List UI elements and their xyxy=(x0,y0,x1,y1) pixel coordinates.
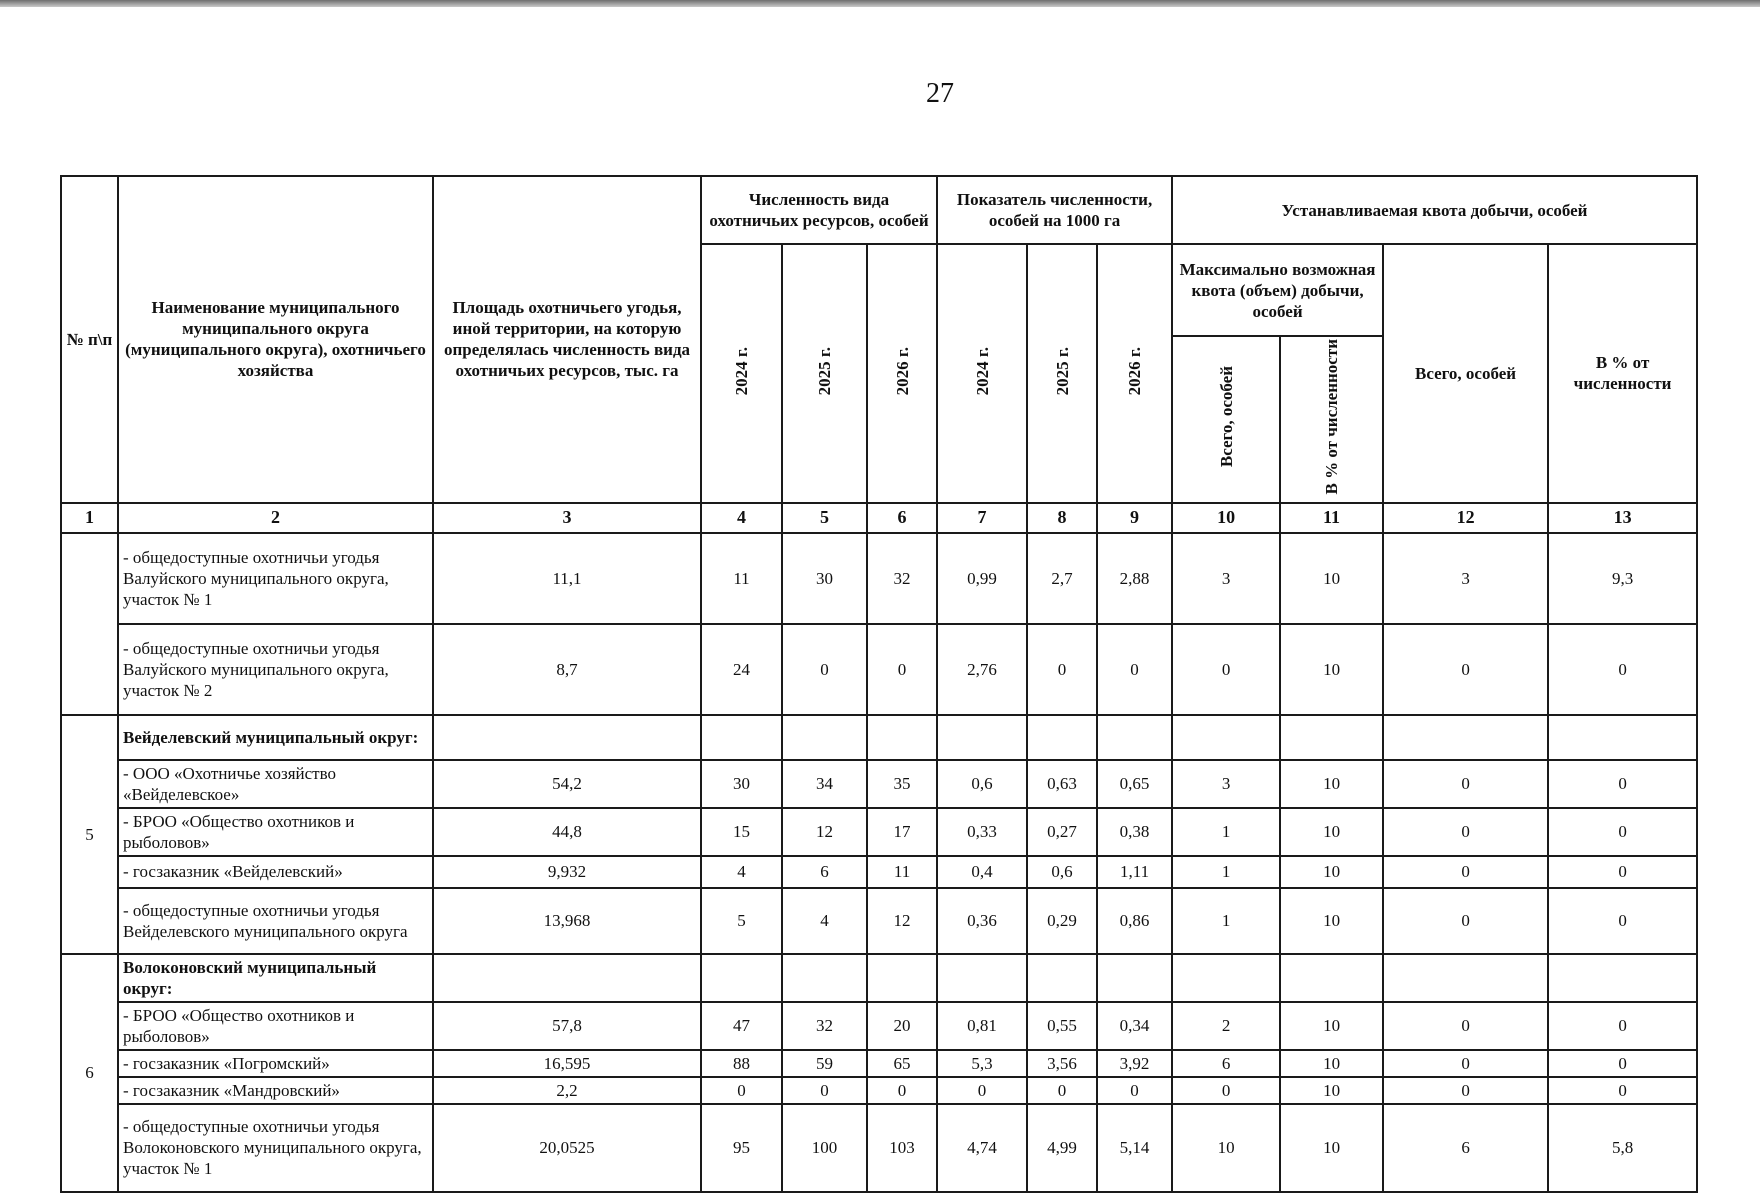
cell-col-4: 88 xyxy=(701,1050,782,1077)
cell-col-4: 5 xyxy=(701,888,782,954)
cell-col-13 xyxy=(1548,954,1697,1002)
cell-col-5: 32 xyxy=(782,1002,867,1050)
cell-col-5: 59 xyxy=(782,1050,867,1077)
cell-col-7: 5,3 xyxy=(937,1050,1027,1077)
header-name: Наименование муниципального муниципального округа (муниципального округа), охотничьего хозяйства xyxy=(118,176,433,503)
cell-col-10: 1 xyxy=(1172,888,1280,954)
cell-col-7 xyxy=(937,715,1027,760)
column-number-7: 7 xyxy=(937,503,1027,533)
row-number: 6 xyxy=(61,954,118,1192)
cell-col-11: 10 xyxy=(1280,1077,1383,1104)
table-row xyxy=(61,888,1697,954)
cell-col-9: 5,14 xyxy=(1097,1104,1172,1192)
cell-col-11: 10 xyxy=(1280,1002,1383,1050)
cell-col-3: 11,1 xyxy=(433,533,701,624)
cell-col-4: 30 xyxy=(701,760,782,808)
cell-col-12: 6 xyxy=(1383,1104,1548,1192)
cell-col-6 xyxy=(867,715,937,760)
cell-col-6: 0 xyxy=(867,1077,937,1104)
cell-col-9: 0,65 xyxy=(1097,760,1172,808)
cell-col-8: 0,29 xyxy=(1027,888,1097,954)
column-number-2: 2 xyxy=(118,503,433,533)
cell-col-5: 12 xyxy=(782,808,867,856)
cell-col-7: 4,74 xyxy=(937,1104,1027,1192)
cell-col-10: 6 xyxy=(1172,1050,1280,1077)
header-max-quota-total: Всего, особей xyxy=(1172,336,1280,503)
cell-col-3: 44,8 xyxy=(433,808,701,856)
cell-col-5: 0 xyxy=(782,1077,867,1104)
cell-col-13: 0 xyxy=(1548,1077,1697,1104)
table-row xyxy=(61,715,1697,760)
cell-col-5: 6 xyxy=(782,856,867,888)
cell-col-12 xyxy=(1383,954,1548,1002)
cell-col-9: 3,92 xyxy=(1097,1050,1172,1077)
header-no: № п\п xyxy=(61,176,118,503)
cell-col-12: 0 xyxy=(1383,760,1548,808)
header-density-2026: 2026 г. xyxy=(1097,244,1172,503)
row-number xyxy=(61,533,118,715)
table-row xyxy=(61,1077,1697,1104)
cell-col-8: 0,6 xyxy=(1027,856,1097,888)
cell-col-9: 0,86 xyxy=(1097,888,1172,954)
cell-col-9: 1,11 xyxy=(1097,856,1172,888)
cell-col-12: 0 xyxy=(1383,1050,1548,1077)
cell-col-4 xyxy=(701,954,782,1002)
cell-col-7: 0 xyxy=(937,1077,1027,1104)
cell-col-5 xyxy=(782,954,867,1002)
hunting-ground-name: - общедоступные охотничьи угодья Волоконовского муниципального округа, участок № 1 xyxy=(118,1104,433,1192)
cell-col-8: 0,27 xyxy=(1027,808,1097,856)
column-numbers-row xyxy=(61,503,1697,533)
cell-col-7 xyxy=(937,954,1027,1002)
cell-col-9 xyxy=(1097,715,1172,760)
row-number: 5 xyxy=(61,715,118,954)
cell-col-6: 65 xyxy=(867,1050,937,1077)
cell-col-4: 0 xyxy=(701,1077,782,1104)
hunting-ground-name: - общедоступные охотничьи угодья Вейделевского муниципального округа xyxy=(118,888,433,954)
cell-col-12: 0 xyxy=(1383,1077,1548,1104)
cell-col-13: 0 xyxy=(1548,1002,1697,1050)
cell-col-13: 0 xyxy=(1548,808,1697,856)
cell-col-11 xyxy=(1280,715,1383,760)
cell-col-11: 10 xyxy=(1280,1104,1383,1192)
cell-col-3: 57,8 xyxy=(433,1002,701,1050)
cell-col-8: 4,99 xyxy=(1027,1104,1097,1192)
top-scan-border xyxy=(0,0,1760,7)
header-quota-percent: В % от численности xyxy=(1548,244,1697,503)
cell-col-3 xyxy=(433,715,701,760)
header-quota-total: Всего, особей xyxy=(1383,244,1548,503)
hunting-ground-name: - госзаказник «Погромский» xyxy=(118,1050,433,1077)
cell-col-12: 0 xyxy=(1383,808,1548,856)
cell-col-12: 0 xyxy=(1383,856,1548,888)
cell-col-5 xyxy=(782,715,867,760)
cell-col-3 xyxy=(433,954,701,1002)
cell-col-13 xyxy=(1548,715,1697,760)
cell-col-13: 0 xyxy=(1548,624,1697,715)
cell-col-11: 10 xyxy=(1280,533,1383,624)
cell-col-9: 2,88 xyxy=(1097,533,1172,624)
cell-col-6: 35 xyxy=(867,760,937,808)
cell-col-8: 2,7 xyxy=(1027,533,1097,624)
table-row xyxy=(61,533,1697,624)
district-heading: Вейделевский муниципальный округ: xyxy=(118,715,433,760)
hunting-quota-table xyxy=(60,175,1698,1193)
hunting-ground-name: - общедоступные охотничьи угодья Валуйского муниципального округа, участок № 1 xyxy=(118,533,433,624)
cell-col-10: 2 xyxy=(1172,1002,1280,1050)
hunting-ground-name: - общедоступные охотничьи угодья Валуйского муниципального округа, участок № 2 xyxy=(118,624,433,715)
column-number-11: 11 xyxy=(1280,503,1383,533)
cell-col-13: 9,3 xyxy=(1548,533,1697,624)
cell-col-8 xyxy=(1027,715,1097,760)
table-row xyxy=(61,1104,1697,1192)
cell-col-3: 16,595 xyxy=(433,1050,701,1077)
column-number-6: 6 xyxy=(867,503,937,533)
header-population-2025: 2025 г. xyxy=(782,244,867,503)
cell-col-3: 20,0525 xyxy=(433,1104,701,1192)
cell-col-8 xyxy=(1027,954,1097,1002)
cell-col-10: 0 xyxy=(1172,624,1280,715)
cell-col-12: 0 xyxy=(1383,624,1548,715)
cell-col-13: 0 xyxy=(1548,856,1697,888)
column-number-10: 10 xyxy=(1172,503,1280,533)
cell-col-10: 1 xyxy=(1172,808,1280,856)
cell-col-4: 24 xyxy=(701,624,782,715)
cell-col-7: 0,4 xyxy=(937,856,1027,888)
cell-col-3: 2,2 xyxy=(433,1077,701,1104)
cell-col-4: 95 xyxy=(701,1104,782,1192)
cell-col-10: 10 xyxy=(1172,1104,1280,1192)
column-number-12: 12 xyxy=(1383,503,1548,533)
column-number-13: 13 xyxy=(1548,503,1697,533)
cell-col-13: 5,8 xyxy=(1548,1104,1697,1192)
cell-col-10: 0 xyxy=(1172,1077,1280,1104)
cell-col-10 xyxy=(1172,954,1280,1002)
cell-col-12: 3 xyxy=(1383,533,1548,624)
cell-col-7: 0,36 xyxy=(937,888,1027,954)
cell-col-8: 0 xyxy=(1027,1077,1097,1104)
column-number-1: 1 xyxy=(61,503,118,533)
cell-col-11: 10 xyxy=(1280,888,1383,954)
cell-col-3: 54,2 xyxy=(433,760,701,808)
cell-col-6: 103 xyxy=(867,1104,937,1192)
header-quota-group: Устанавливаемая квота добычи, особей xyxy=(1172,176,1697,244)
cell-col-9 xyxy=(1097,954,1172,1002)
cell-col-7: 0,99 xyxy=(937,533,1027,624)
cell-col-4: 4 xyxy=(701,856,782,888)
cell-col-5: 34 xyxy=(782,760,867,808)
header-population-group: Численность вида охотничьих ресурсов, особей xyxy=(701,176,937,244)
table-row xyxy=(61,760,1697,808)
page-number: 27 xyxy=(926,78,954,109)
cell-col-3: 8,7 xyxy=(433,624,701,715)
cell-col-8: 0,55 xyxy=(1027,1002,1097,1050)
cell-col-11: 10 xyxy=(1280,808,1383,856)
cell-col-9: 0,38 xyxy=(1097,808,1172,856)
header-density-2025: 2025 г. xyxy=(1027,244,1097,503)
cell-col-11: 10 xyxy=(1280,760,1383,808)
cell-col-13: 0 xyxy=(1548,1050,1697,1077)
cell-col-9: 0 xyxy=(1097,1077,1172,1104)
header-area: Площадь охотничьего угодья, иной территории, на которую определялась численность вида охотничьих ресурсов, тыс. га xyxy=(433,176,701,503)
table-row xyxy=(61,624,1697,715)
cell-col-4: 47 xyxy=(701,1002,782,1050)
cell-col-3: 13,968 xyxy=(433,888,701,954)
column-number-4: 4 xyxy=(701,503,782,533)
table-body xyxy=(61,533,1697,1192)
header-max-quota-percent: В % от численности xyxy=(1280,336,1383,503)
header-population-2026: 2026 г. xyxy=(867,244,937,503)
cell-col-5: 0 xyxy=(782,624,867,715)
cell-col-3: 9,932 xyxy=(433,856,701,888)
table-row xyxy=(61,808,1697,856)
cell-col-8: 0,63 xyxy=(1027,760,1097,808)
cell-col-11: 10 xyxy=(1280,856,1383,888)
cell-col-12: 0 xyxy=(1383,888,1548,954)
table-row xyxy=(61,856,1697,888)
cell-col-6: 12 xyxy=(867,888,937,954)
hunting-ground-name: - ООО «Охотничье хозяйство «Вейделевское» xyxy=(118,760,433,808)
cell-col-6: 11 xyxy=(867,856,937,888)
cell-col-10: 3 xyxy=(1172,760,1280,808)
column-number-9: 9 xyxy=(1097,503,1172,533)
cell-col-4 xyxy=(701,715,782,760)
header-density-group: Показатель численности, особей на 1000 га xyxy=(937,176,1172,244)
column-number-3: 3 xyxy=(433,503,701,533)
cell-col-4: 15 xyxy=(701,808,782,856)
column-number-8: 8 xyxy=(1027,503,1097,533)
header-max-quota: Максимально возможная квота (объем) добычи, особей xyxy=(1172,244,1383,336)
cell-col-5: 30 xyxy=(782,533,867,624)
cell-col-9: 0,34 xyxy=(1097,1002,1172,1050)
table-row xyxy=(61,1002,1697,1050)
cell-col-7: 0,33 xyxy=(937,808,1027,856)
district-heading: Волоконовский муниципальный округ: xyxy=(118,954,433,1002)
header-density-2024: 2024 г. xyxy=(937,244,1027,503)
table-row xyxy=(61,1050,1697,1077)
cell-col-9: 0 xyxy=(1097,624,1172,715)
cell-col-6 xyxy=(867,954,937,1002)
hunting-ground-name: - БРОО «Общество охотников и рыболовов» xyxy=(118,808,433,856)
hunting-ground-name: - БРОО «Общество охотников и рыболовов» xyxy=(118,1002,433,1050)
cell-col-8: 0 xyxy=(1027,624,1097,715)
cell-col-6: 20 xyxy=(867,1002,937,1050)
cell-col-13: 0 xyxy=(1548,760,1697,808)
cell-col-4: 11 xyxy=(701,533,782,624)
cell-col-7: 0,6 xyxy=(937,760,1027,808)
cell-col-6: 32 xyxy=(867,533,937,624)
cell-col-11: 10 xyxy=(1280,624,1383,715)
cell-col-10: 1 xyxy=(1172,856,1280,888)
cell-col-10 xyxy=(1172,715,1280,760)
table-row xyxy=(61,954,1697,1002)
cell-col-5: 4 xyxy=(782,888,867,954)
cell-col-12: 0 xyxy=(1383,1002,1548,1050)
cell-col-6: 17 xyxy=(867,808,937,856)
column-number-5: 5 xyxy=(782,503,867,533)
hunting-ground-name: - госзаказник «Мандровский» xyxy=(118,1077,433,1104)
cell-col-12 xyxy=(1383,715,1548,760)
cell-col-7: 0,81 xyxy=(937,1002,1027,1050)
cell-col-11: 10 xyxy=(1280,1050,1383,1077)
cell-col-10: 3 xyxy=(1172,533,1280,624)
cell-col-8: 3,56 xyxy=(1027,1050,1097,1077)
header-population-2024: 2024 г. xyxy=(701,244,782,503)
cell-col-6: 0 xyxy=(867,624,937,715)
cell-col-7: 2,76 xyxy=(937,624,1027,715)
cell-col-11 xyxy=(1280,954,1383,1002)
cell-col-5: 100 xyxy=(782,1104,867,1192)
hunting-ground-name: - госзаказник «Вейделевский» xyxy=(118,856,433,888)
cell-col-13: 0 xyxy=(1548,888,1697,954)
